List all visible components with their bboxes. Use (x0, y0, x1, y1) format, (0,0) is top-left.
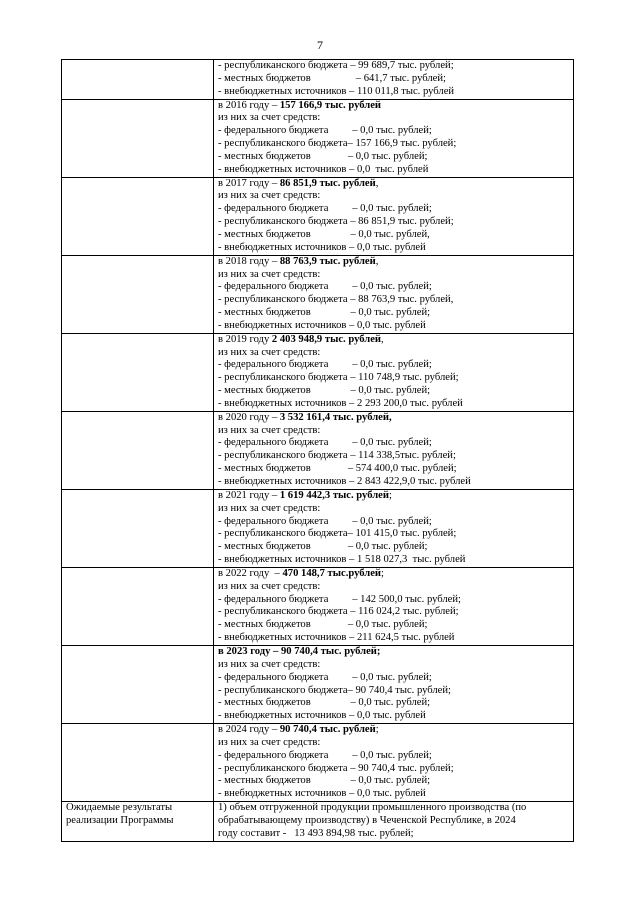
funding-source-line: - местных бюджетов – 0,0 тыс. рублей; (218, 150, 428, 162)
year-heading (218, 412, 573, 425)
left-cell-empty (62, 333, 214, 411)
year-heading-suffix: , (375, 255, 379, 267)
results-text-line: году составит - 13 493 894,98 тыс. рублей; (218, 827, 414, 839)
funding-source-line: - республиканского бюджета– 157 166,9 тыс. рублей; (218, 138, 457, 150)
year-row (62, 99, 574, 177)
year-row (62, 489, 574, 567)
year-total-amount: 470 148,7 тыс.рублей (282, 567, 382, 579)
funding-source-line: - внебюджетных источников – 1 518 027,3 тыс. рублей (218, 554, 466, 566)
funding-sources-label: из них за счет средств: (218, 190, 321, 202)
year-heading (218, 490, 573, 503)
funding-source-line: - местных бюджетов – 0,0 тыс. рублей; (218, 385, 431, 397)
funding-source-line: - внебюджетных источников – 0,0 тыс. рублей (218, 788, 426, 800)
year-cell (214, 411, 574, 489)
funding-sources-label: из них за счет средств: (218, 112, 321, 124)
funding-source-line: - внебюджетных источников – 0,0 тыс. рублей (218, 319, 426, 331)
funding-source-line: - федерального бюджета – 142 500,0 тыс. рублей; (218, 593, 461, 605)
year-row (62, 333, 574, 411)
results-label-line: реализации Программы (66, 814, 174, 826)
year-heading-prefix: в 2021 году – (218, 489, 280, 501)
funding-source-line: - местных бюджетов – 0,0 тыс. рублей, (218, 228, 430, 240)
year-cell (214, 255, 574, 333)
funding-source-line: - республиканского бюджета – 116 024,2 тыс. рублей; (218, 606, 459, 618)
year-heading (218, 100, 573, 113)
funding-source-line: - внебюджетных источников – 0,0 тыс. рублей (218, 710, 426, 722)
funding-source-line: - федерального бюджета – 0,0 тыс. рублей; (218, 515, 432, 527)
year-cell (214, 333, 574, 411)
funding-source-line: - внебюджетных источников – 2 293 200,0 тыс. рублей (218, 397, 463, 409)
funding-source-line: - федерального бюджета – 0,0 тыс. рублей; (218, 749, 432, 761)
year-cell (214, 489, 574, 567)
results-label-line: Ожидаемые результаты (66, 802, 173, 814)
funding-sources-label: из них за счет средств: (218, 658, 321, 670)
funding-source-line: - республиканского бюджета – 114 338,5тыс. рублей; (218, 450, 456, 462)
funding-source-line: - внебюджетных источников – 0,0 тыс. рублей (218, 241, 426, 253)
year-row (62, 567, 574, 645)
year-cell (214, 99, 574, 177)
year-heading-suffix: ; (388, 489, 392, 501)
year-heading-prefix: в 2016 году – (218, 99, 280, 111)
funding-source-line: - местных бюджетов – 0,0 тыс. рублей; (218, 697, 431, 709)
funding-source-line: - республиканского бюджета – 86 851,9 тыс. рублей; (218, 216, 454, 228)
year-heading-prefix: в 2019 году (218, 333, 272, 345)
funding-source-line: - местных бюджетов – 0,0 тыс. рублей; (218, 619, 428, 631)
funding-source-line: - федерального бюджета – 0,0 тыс. рублей; (218, 281, 432, 293)
year-heading (218, 178, 573, 191)
year-heading-prefix: в 2017 году – (218, 177, 280, 189)
results-text-cell (214, 802, 574, 842)
funding-sources-label: из них за счет средств: (218, 346, 321, 358)
funding-source-line: - федерального бюджета – 0,0 тыс. рублей; (218, 125, 432, 137)
year-total-amount: 157 166,9 тыс. рублей (279, 99, 382, 111)
year-cell (214, 177, 574, 255)
funding-source-line: - республиканского бюджета – 90 740,4 тыс. рублей; (218, 762, 454, 774)
funding-source-line: - федерального бюджета – 0,0 тыс. рублей; (218, 671, 432, 683)
results-text-line: 1) объем отгруженной продукции промышленного производства (по (218, 802, 527, 814)
year-heading (218, 724, 573, 737)
funding-source-line: - республиканского бюджета– 101 415,0 тыс. рублей; (218, 528, 457, 540)
year-heading-suffix: , (381, 333, 384, 345)
year-total-amount: 86 851,9 тыс. рублей (279, 177, 376, 189)
continuation-line: - республиканского бюджета – 99 689,7 тыс. рублей; (218, 60, 454, 71)
funding-source-line: - федерального бюджета – 0,0 тыс. рублей; (218, 203, 432, 215)
left-cell-empty (62, 255, 214, 333)
funding-source-line: - местных бюджетов – 0,0 тыс. рублей; (218, 541, 428, 553)
year-row (62, 255, 574, 333)
funding-source-line: - республиканского бюджета– 90 740,4 тыс. рублей; (218, 684, 451, 696)
funding-source-line: - внебюджетных источников – 0,0 тыс. рублей (218, 163, 429, 175)
funding-source-line: - федерального бюджета – 0,0 тыс. рублей; (218, 437, 432, 449)
funding-source-line: - местных бюджетов – 574 400,0 тыс. рублей; (218, 463, 457, 475)
continuation-cell (214, 60, 574, 100)
year-heading (218, 568, 573, 581)
year-total-amount: 88 763,9 тыс. рублей (279, 255, 376, 267)
funding-source-line: - республиканского бюджета – 88 763,9 тыс. рублей, (218, 294, 454, 306)
left-cell-empty (62, 411, 214, 489)
funding-table (61, 59, 574, 842)
year-total-amount: в 2023 году – 90 740,4 тыс. рублей; (218, 645, 381, 657)
funding-source-line: - местных бюджетов – 0,0 тыс. рублей; (218, 775, 431, 787)
year-heading-prefix: в 2024 году – (218, 724, 280, 736)
year-heading-prefix: в 2018 году – (218, 255, 280, 267)
funding-sources-label: из них за счет средств: (218, 502, 321, 514)
year-heading (218, 646, 573, 659)
funding-sources-label: из них за счет средств: (218, 268, 321, 280)
results-text-line: обрабатывающему производству) в Чеченской Республике, в 2024 (218, 814, 516, 826)
year-row (62, 645, 574, 723)
funding-sources-label: из них за счет средств: (218, 736, 321, 748)
funding-sources-label: из них за счет средств: (218, 580, 321, 592)
continuation-line: - местных бюджетов – 641,7 тыс. рублей; (218, 72, 446, 84)
year-heading-prefix: в 2022 году – (218, 567, 283, 579)
year-row (62, 411, 574, 489)
funding-sources-label: из них за счет средств: (218, 424, 321, 436)
continuation-row (62, 60, 574, 100)
year-heading (218, 334, 573, 347)
year-total-amount: 90 740,4 тыс. рублей (279, 724, 376, 736)
left-cell-empty (62, 724, 214, 802)
left-cell-empty (62, 60, 214, 100)
continuation-line: - внебюджетных источников – 110 011,8 тыс. рублей (218, 85, 455, 97)
left-cell-empty (62, 99, 214, 177)
year-cell (214, 724, 574, 802)
funding-source-line: - федерального бюджета – 0,0 тыс. рублей; (218, 359, 432, 371)
year-cell (214, 645, 574, 723)
year-row (62, 177, 574, 255)
year-heading-suffix: ; (381, 567, 384, 579)
funding-source-line: - местных бюджетов – 0,0 тыс. рублей; (218, 307, 431, 319)
page-number: 7 (317, 38, 323, 52)
year-row (62, 724, 574, 802)
year-heading-suffix: ; (375, 724, 379, 736)
year-heading (218, 256, 573, 269)
left-cell-empty (62, 645, 214, 723)
funding-source-line: - внебюджетных источников – 211 624,5 тыс. рублей (218, 632, 455, 644)
funding-source-line: - внебюджетных источников – 2 843 422,9,0 тыс. рублей (218, 476, 471, 487)
funding-source-line: - республиканского бюджета – 110 748,9 тыс. рублей; (218, 372, 459, 384)
year-total-amount: 1 619 442,3 тыс. рублей (279, 489, 389, 501)
year-heading-prefix: в 2020 году – (218, 411, 280, 423)
results-label-cell (62, 802, 214, 842)
left-cell-empty (62, 567, 214, 645)
year-cell (214, 567, 574, 645)
results-row (62, 802, 574, 842)
year-total-amount: 3 532 161,4 тыс. рублей, (279, 411, 392, 423)
year-heading-suffix: , (375, 177, 379, 189)
year-total-amount: 2 403 948,9 тыс. рублей (271, 333, 382, 345)
left-cell-empty (62, 489, 214, 567)
left-cell-empty (62, 177, 214, 255)
